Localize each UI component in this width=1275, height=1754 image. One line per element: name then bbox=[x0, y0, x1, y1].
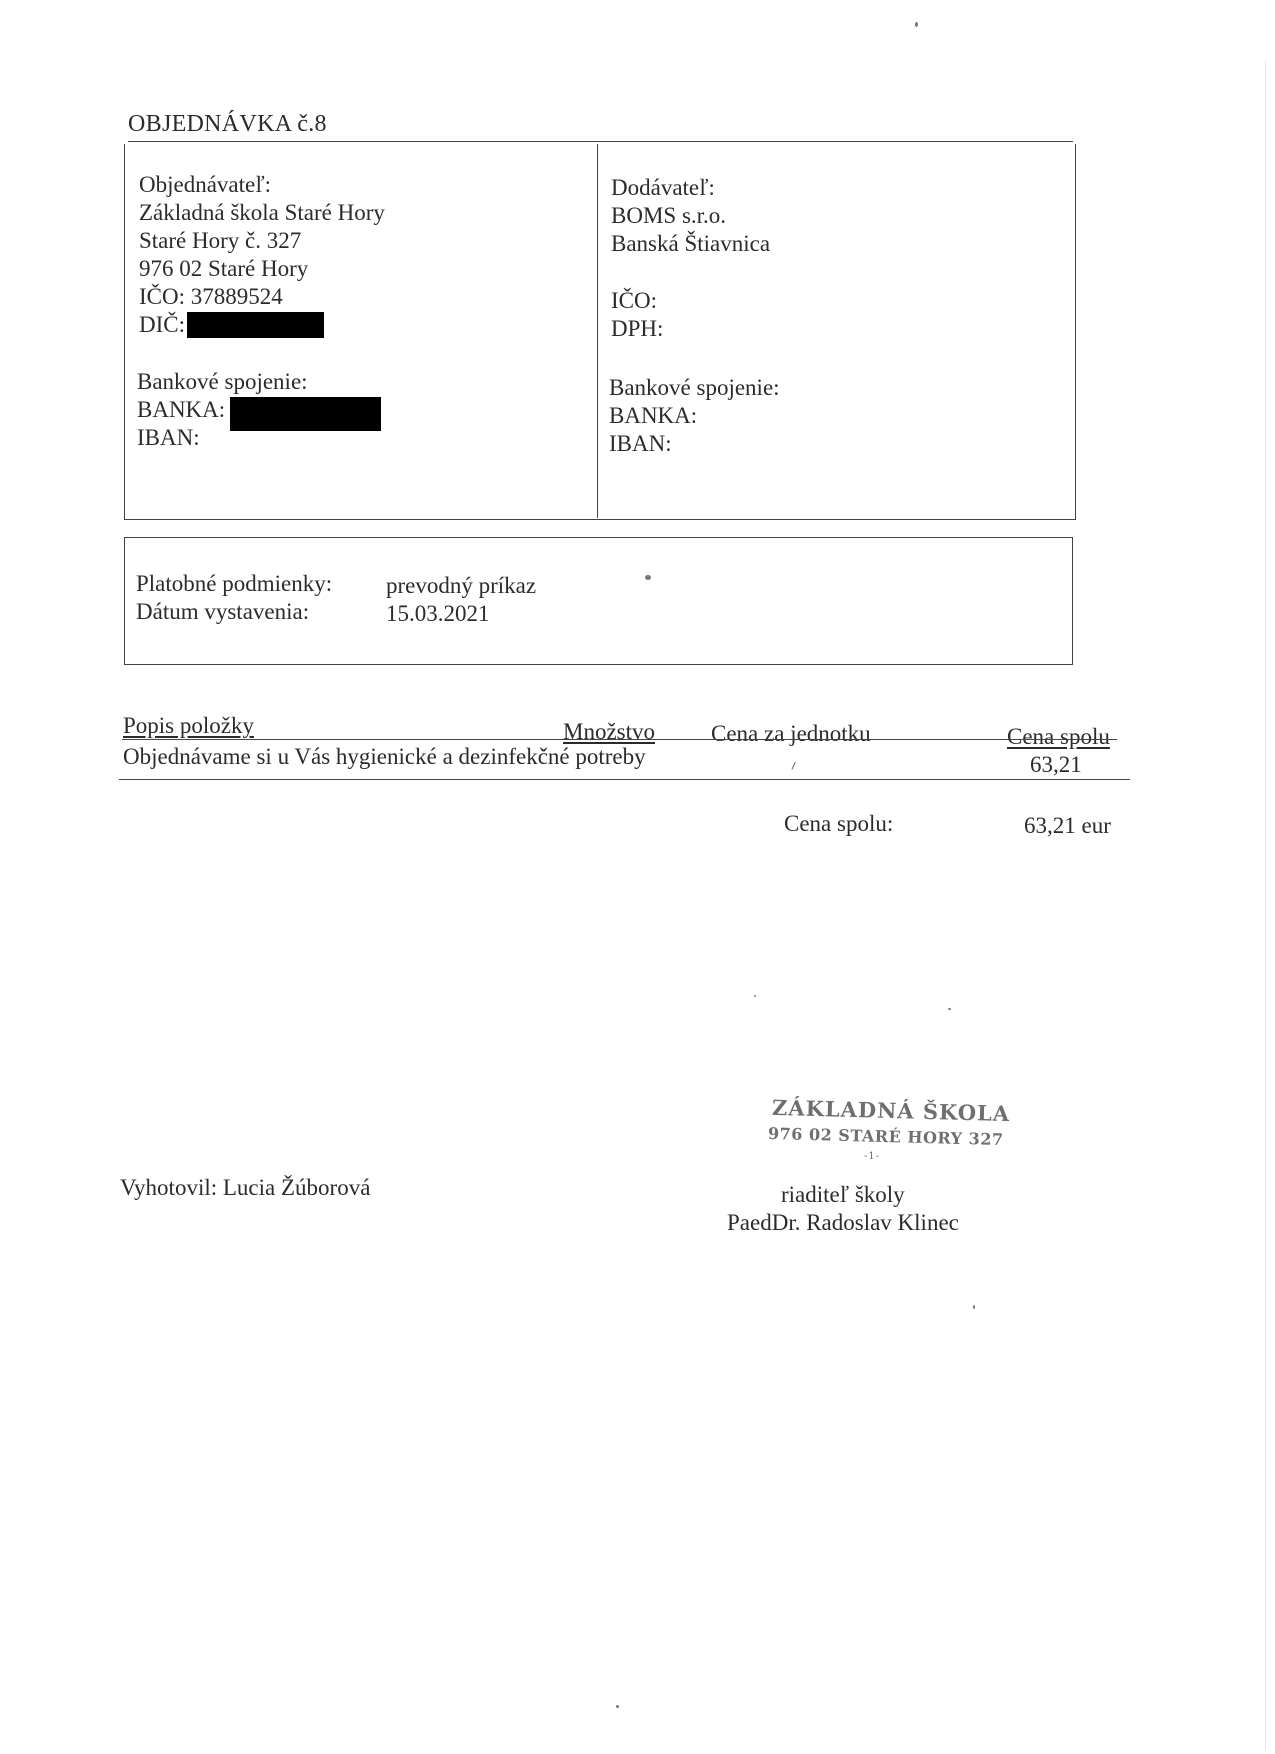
buyer-bank-heading: Bankové spojenie: bbox=[137, 369, 308, 394]
stamp-line-2: 976 02 STARÉ HORY 327 bbox=[767, 1123, 1004, 1150]
signatory-role: riaditeľ školy bbox=[781, 1182, 905, 1207]
signatory-name: PaedDr. Radoslav Klinec bbox=[727, 1210, 959, 1235]
scan-speck bbox=[973, 1305, 975, 1309]
title-rule bbox=[128, 141, 1073, 142]
buyer-ico bbox=[139, 283, 283, 311]
supplier-heading: Dodávateľ: bbox=[611, 175, 715, 200]
payment-terms-value: prevodný príkaz bbox=[386, 573, 537, 598]
header-unit-price: Cena za jednotku bbox=[711, 721, 871, 746]
row-description: Objednávame si u Vás hygienické a dezinfekčné potreby bbox=[123, 744, 646, 769]
total-value: 63,21 eur bbox=[1024, 813, 1111, 838]
supplier-bank-label: BANKA: bbox=[609, 403, 698, 428]
header-total: Cena spolu bbox=[1007, 724, 1110, 749]
redaction-block-bank bbox=[230, 397, 381, 431]
supplier-iban-label: IBAN: bbox=[609, 431, 672, 456]
redaction-block-dic bbox=[187, 312, 324, 338]
scan-speck bbox=[948, 1008, 951, 1010]
buyer-heading: Objednávateľ: bbox=[139, 172, 271, 197]
supplier-name: BOMS s.r.o. bbox=[611, 203, 727, 228]
scan-speck bbox=[754, 995, 756, 997]
buyer-ico-label: IČO: bbox=[139, 284, 185, 309]
buyer-dic-label: DIČ: bbox=[139, 312, 185, 337]
document-title: OBJEDNÁVKA č.8 bbox=[128, 111, 327, 137]
row-total: 63,21 bbox=[1030, 752, 1082, 777]
buyer-iban-label: IBAN: bbox=[137, 425, 200, 450]
buyer-city: 976 02 Staré Hory bbox=[139, 256, 309, 281]
header-quantity: Množstvo bbox=[563, 719, 655, 744]
row-rule bbox=[119, 779, 1130, 780]
buyer-bank-label: BANKA: bbox=[137, 397, 226, 422]
buyer-ico-value: 37889524 bbox=[190, 284, 283, 309]
issue-date-value: 15.03.2021 bbox=[386, 601, 490, 626]
stamp-line-3: -1- bbox=[864, 1151, 881, 1162]
prepared-by-name: Lucia Žúborová bbox=[222, 1175, 371, 1200]
prepared-by-label: Vyhotovil: bbox=[120, 1175, 218, 1200]
scan-edge-shadow bbox=[1265, 60, 1266, 1750]
buyer-street: Staré Hory č. 327 bbox=[139, 228, 302, 253]
parties-divider bbox=[597, 144, 598, 518]
scan-speck bbox=[645, 575, 651, 580]
supplier-dph-label: DPH: bbox=[611, 316, 664, 341]
buyer-name: Základná škola Staré Hory bbox=[139, 200, 385, 225]
header-description: Popis položky bbox=[123, 713, 254, 738]
pen-mark bbox=[791, 762, 796, 770]
scan-speck bbox=[915, 22, 918, 27]
stamp-line-1: ZÁKLADNÁ ŠKOLA bbox=[771, 1094, 1011, 1127]
supplier-bank-heading: Bankové spojenie: bbox=[609, 375, 780, 400]
header-rule bbox=[122, 739, 1117, 740]
supplier-city: Banská Štiavnica bbox=[611, 231, 771, 256]
payment-terms-label: Platobné podmienky: bbox=[136, 571, 333, 596]
supplier-ico-label: IČO: bbox=[611, 288, 657, 313]
issue-date-label: Dátum vystavenia: bbox=[136, 599, 310, 624]
prepared-by bbox=[120, 1174, 370, 1202]
total-label: Cena spolu: bbox=[784, 811, 894, 836]
scan-speck bbox=[616, 1705, 619, 1708]
